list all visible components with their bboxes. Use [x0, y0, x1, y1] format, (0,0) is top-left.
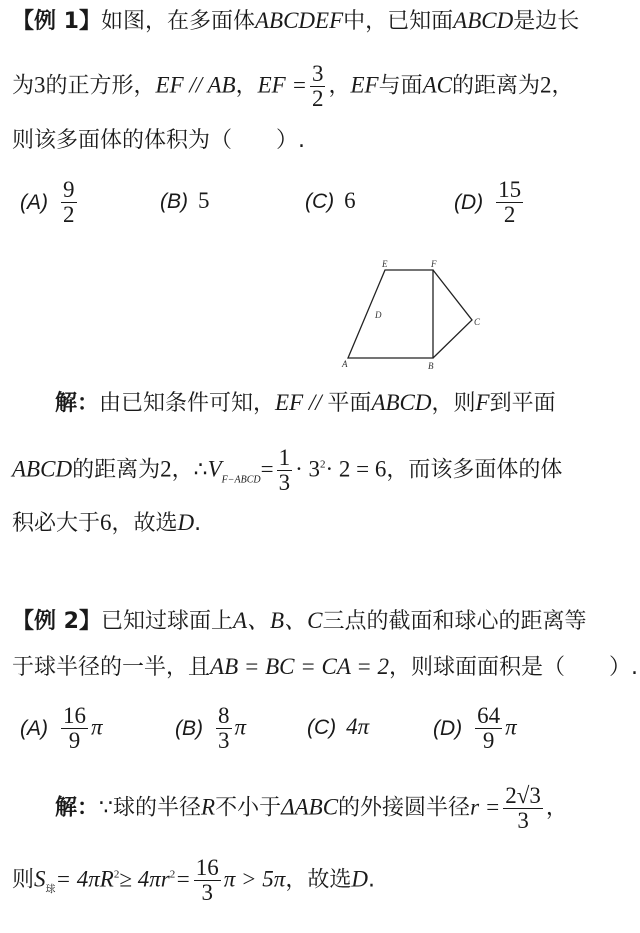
text: 的距离为	[72, 457, 161, 483]
figure-face-abcd	[348, 270, 433, 358]
text: ，	[545, 795, 568, 821]
ex2-question-line2	[12, 650, 639, 685]
option-fraction	[61, 178, 77, 227]
option-den: 9	[68, 728, 81, 753]
text: · 3	[295, 456, 321, 482]
text: = 4πR	[55, 866, 114, 892]
text: =	[175, 866, 191, 892]
ex1-ef-fraction	[310, 62, 326, 111]
ex1-text: 如图，在多面体	[100, 9, 255, 34]
figure-label-d: D	[375, 310, 382, 320]
ex1-comma: ，	[328, 73, 351, 99]
option-num: 9	[63, 177, 75, 202]
text: AB = BC = CA = 2	[210, 654, 390, 679]
text: π > 5π	[223, 866, 286, 892]
ex2-tag: 【例 2】	[12, 609, 101, 634]
frac-den: 3	[517, 808, 529, 833]
text: r =	[470, 794, 501, 820]
ex1-solution-tag: 解：	[55, 391, 100, 416]
text: 平面	[327, 391, 372, 416]
frac-num: 1	[278, 445, 291, 470]
option-suffix: π	[91, 714, 103, 740]
text: 三点的截面和球心的距离等	[322, 609, 587, 634]
text: ，故选	[111, 511, 178, 536]
ex1-option-b[interactable]	[160, 184, 210, 219]
ex1-text: 则该多面体的体积为（ ）.	[12, 128, 305, 153]
text: ，故选	[285, 867, 352, 893]
text: .	[367, 867, 375, 893]
frac-den: 3	[278, 470, 291, 495]
option-value: 4π	[346, 714, 370, 739]
figure-label-e: E	[382, 259, 388, 269]
ex1-ef-den: 2	[311, 86, 324, 111]
text: F	[475, 390, 490, 415]
superscript: 2	[113, 868, 120, 881]
polyhedron-figure	[335, 258, 495, 378]
ex1-text: 是边长	[513, 9, 580, 34]
text: 的外接圆半径	[338, 795, 471, 821]
superscript: 2	[169, 868, 176, 881]
answer: D	[351, 866, 368, 892]
text: 积必大于	[12, 511, 101, 536]
ex1-solution-line2	[12, 446, 628, 498]
text: 6	[100, 510, 112, 535]
ex1-dist: 2	[540, 72, 552, 98]
frac-num: 16	[195, 855, 219, 880]
ex1-question-line3	[12, 124, 628, 158]
option-label: (A)	[20, 716, 48, 740]
option-den: 2	[503, 202, 516, 227]
text: 则	[12, 867, 35, 893]
ex1-tag: 【例 1】	[12, 9, 101, 34]
ex1-solution-line3	[12, 506, 628, 541]
text: ，则球面面积是（ ）.	[389, 655, 639, 680]
frac-num: 2√3	[505, 783, 541, 808]
option-label: (D)	[454, 190, 484, 214]
radius-fraction	[503, 784, 543, 833]
text: ，则	[431, 391, 476, 416]
figure-label-b: B	[428, 361, 434, 371]
superscript: 2	[320, 458, 326, 471]
ex1-question-line2	[12, 62, 628, 111]
ex1-solution-line1	[55, 386, 628, 421]
text: ≥ 4πr	[119, 866, 170, 892]
option-label: (D)	[433, 716, 463, 740]
ex1-question-line1	[12, 4, 628, 39]
text: =	[260, 456, 274, 482]
text: 由已知条件可知，	[99, 391, 276, 416]
figure-label-f: F	[431, 259, 437, 269]
figure-label-c: C	[474, 317, 481, 327]
option-value: 5	[198, 188, 210, 213]
option-num: 16	[63, 703, 86, 728]
volume-symbol: V	[207, 456, 222, 482]
ex1-text: 为	[12, 73, 35, 99]
option-value: 6	[344, 188, 356, 213]
ex1-text: 的距离为	[452, 73, 541, 99]
volume-subscript: F−ABCD	[221, 474, 261, 486]
text: 2	[160, 456, 172, 482]
option-num: 8	[218, 703, 230, 728]
option-fraction	[61, 704, 88, 753]
figure-side-edges	[433, 270, 472, 358]
text: 于球半径的一半，且	[12, 655, 211, 680]
area-subscript: 球	[45, 884, 56, 896]
ex1-option-d[interactable]	[454, 178, 526, 227]
option-fraction	[496, 178, 523, 227]
text: ABCD	[12, 456, 73, 482]
text: · 2 = 6	[325, 456, 387, 482]
option-num: 15	[498, 177, 522, 202]
ex1-comma: ，	[235, 73, 258, 99]
option-fraction	[475, 704, 502, 753]
text: ∵球的半径	[99, 795, 202, 821]
ex2-question-line1	[12, 604, 628, 639]
option-suffix: π	[505, 714, 517, 740]
area-symbol: S	[34, 866, 46, 892]
ex1-option-a[interactable]	[20, 178, 80, 227]
ex1-text: 中，已知面	[343, 9, 454, 34]
ex1-ef: EF	[350, 72, 379, 98]
option-label: (A)	[20, 190, 48, 214]
ex1-face: ABCD	[453, 8, 514, 33]
text: ，而该多面体的体	[386, 457, 563, 483]
option-label: (C)	[305, 190, 335, 213]
option-label: (B)	[160, 190, 188, 213]
ex2-solution-line1	[55, 784, 628, 833]
text: 已知过球面上	[100, 609, 233, 634]
ex1-text: 的正方形，	[45, 73, 156, 99]
ex1-polyhedron: ABCDEF	[254, 8, 344, 33]
ex2-option-a[interactable]	[20, 704, 103, 753]
text: 到平面	[489, 391, 556, 416]
option-num: 64	[477, 703, 501, 728]
ex1-ef-eq: EF =	[257, 72, 307, 98]
option-den: 9	[482, 728, 495, 753]
figure-label-a: A	[342, 359, 348, 369]
text: A、B、C	[232, 608, 323, 633]
ex2-option-d[interactable]	[433, 704, 517, 753]
ex1-ef-num: 3	[311, 61, 324, 86]
ex2-solution-tag: 解：	[55, 795, 100, 821]
ex1-option-c[interactable]	[305, 184, 356, 219]
ex1-comma: ，	[551, 73, 574, 99]
text: R	[201, 794, 216, 820]
ex2-option-c[interactable]	[307, 710, 369, 745]
answer: D	[177, 510, 195, 535]
text: .	[194, 511, 202, 536]
option-label: (C)	[307, 716, 337, 739]
text: ΔABC	[281, 794, 339, 820]
text: 不小于	[215, 795, 282, 821]
text: ABCD	[371, 390, 432, 415]
option-suffix: π	[234, 714, 247, 740]
option-den: 3	[218, 728, 230, 753]
ex1-parallel: EF // AB	[155, 72, 236, 98]
text: EF //	[275, 390, 328, 415]
ex1-side: 3	[34, 72, 46, 98]
ex2-solution-line2	[12, 856, 628, 908]
ex2-option-b[interactable]	[175, 704, 246, 753]
option-den: 2	[63, 202, 75, 227]
option-fraction	[216, 704, 232, 753]
volume-fraction	[277, 446, 293, 495]
option-label: (B)	[175, 716, 203, 740]
area-fraction	[194, 856, 221, 905]
ex1-text: 与面	[378, 73, 423, 99]
text: ，∴	[171, 457, 208, 483]
frac-den: 3	[201, 880, 213, 905]
ex1-ac: AC	[422, 72, 453, 98]
